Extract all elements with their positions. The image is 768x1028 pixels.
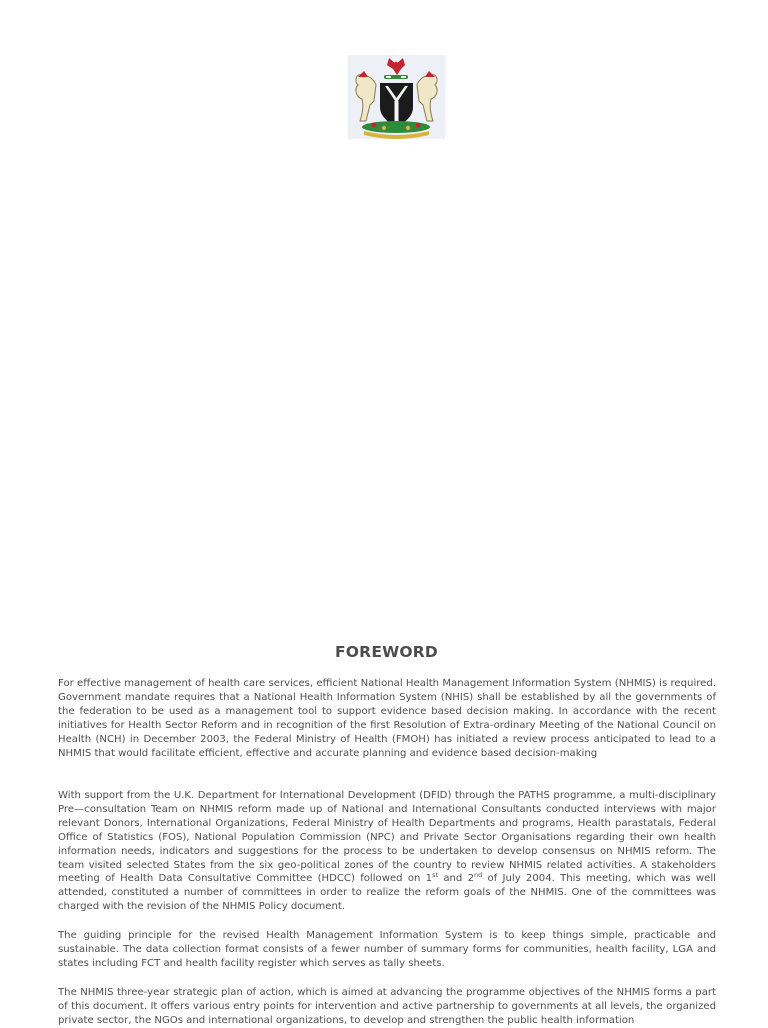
paragraph-text: With support from the U.K. Department for International Development (DFID) through the PATHS programme, a multi-disciplinary Pre—consultation Team on NHMIS reform made up of National and International Consultants conducted interviews with major relevant Donors, International Organizations, Federal Ministry of Health Departments and programs, Health parastatals, Federal Office of Statistics (FOS), National Population Commission (NPC) and Private Sector Organisations regarding their own health information needs, indicators and suggestions for the process to be undertaken to develop consensus on NHMIS reform. The team visited selected States from the six geo-political zones of the country to review NHMIS related activities. A stakeholders meeting of Health Data Consultative Committee (HDCC) followed on 1 xyxy=(58,790,716,885)
paragraph: The guiding principle for the revised Health Management Information System is to keep things simple, practicable and sustainable. The data collection format consists of a fewer number of summary forms for communities, health facility, LGA and states including FCT and health facility register which serves as tally sheets. xyxy=(58,930,716,969)
nigeria-coat-of-arms-icon xyxy=(348,55,445,139)
ordinal-suffix: st xyxy=(432,871,439,880)
paragraph xyxy=(58,789,716,914)
paragraph-text: and 2 xyxy=(438,873,474,885)
paragraph: The NHMIS three-year strategic plan of action, which is aimed at advancing the programme objectives of the NHMIS forms a part of this document. It offers various entry points for intervention and active partnership to governments at all levels, the organized private sector, the NGOs and international organizations, to develop and strengthen the public health information xyxy=(58,987,716,1026)
paragraph-text: of July 2004. This meeting, which was well attended, constituted a number of committees in order to realize the reform goals of the NHMIS. One of the committees was charged with the revision of the NHMIS Policy document. xyxy=(58,873,716,913)
page-title: FOREWORD xyxy=(335,643,438,661)
ordinal-suffix: nd xyxy=(474,871,483,880)
paragraph: For effective management of health care services, efficient National Health Management Information System (NHMIS) is required. Government mandate requires that a National Health Information System (NHIS) shall be established by all the governments of the federation to be used as a management tool to support evidence based decision making. In accordance with the recent initiatives for Health Sector Reform and in recognition of the first Resolution of Extra-ordinary Meeting of the National Council on Health (NCH) in December 2003, the Federal Ministry of Health (FMOH) has initiated a review process anticipated to lead to a NHMIS that would facilitate efficient, effective and accurate planning and evidence based decision-making xyxy=(58,678,716,759)
